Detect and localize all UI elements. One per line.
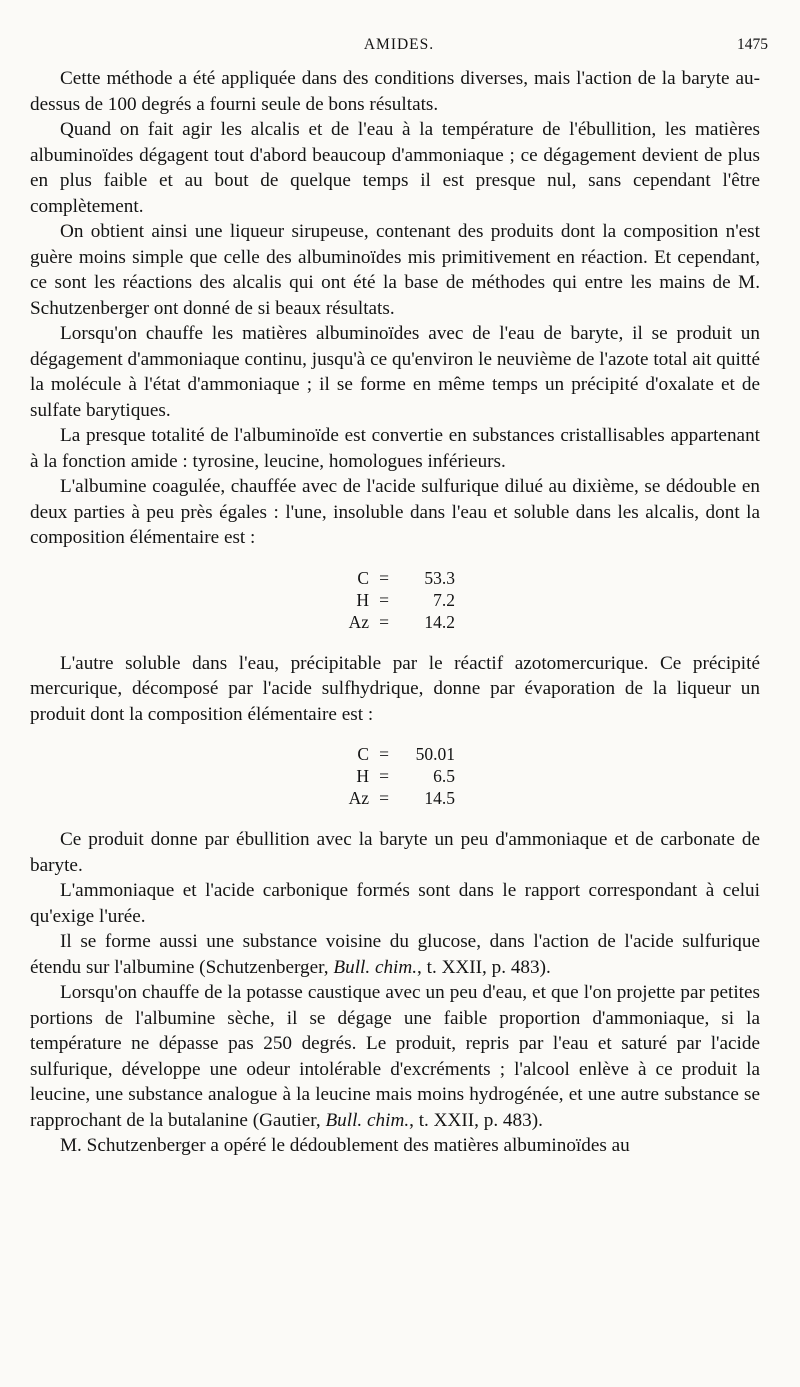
equals-sign: = [379,611,389,632]
element-value: 14.2 [424,611,455,632]
element-value: 53.3 [424,567,455,588]
element-symbol: Az [348,788,369,808]
equals-sign: = [379,567,389,588]
element-symbol: H [356,589,369,610]
element-value: 50.01 [415,744,455,764]
journal-citation: Bull. chim. [325,1109,410,1131]
paragraph: La presque totalité de l'albuminoïde est convertie en substances cristallisables appartenant à la fonction amide : tyrosine, leucine, homologues inférieurs. [30,425,760,472]
formula-row [335,743,455,765]
equals-sign: = [379,788,389,808]
element-symbol: C [357,744,369,764]
paragraph: On obtient ainsi une liqueur sirupeuse, contenant des produits dont la composition n'est guère moins simple que celle des albuminoïdes mis primitivement en réaction. Et cependant, ce sont les réactions des alcalis qui ont été la base de méthodes qui entre les mains de M. Schutzenberger ont donné de si beaux résultats. [30,221,760,319]
composition-formula-1 [30,567,760,633]
text-run: , t. XXII, p. 483). [409,1109,543,1131]
equals-sign: = [379,589,389,610]
paragraph: Lorsqu'on chauffe les matières albuminoïdes avec de l'eau de baryte, il se produit un dégagement d'ammoniaque continu, jusqu'à ce qu'environ le neuvième de l'azote total ait quitté la molécule à l'état d'ammoniaque ; il se forme en même temps un précipité d'oxalate et de sulfate barytiques. [30,323,760,421]
composition-formula-2 [30,743,760,809]
paragraph-citation [30,929,760,980]
element-symbol: C [357,567,369,588]
page-number: 1475 [737,36,768,53]
body-text [30,66,760,1159]
text-run: Lorsqu'on chauffe de la potasse caustique avec un peu d'eau, et que l'on projette par petites portions de l'albumine sèche, il se dégage une faible proportion d'ammoniaque, si la température ne dépasse pas 250 degrés. Le produit, repris par l'eau et saturé par l'acide sulfurique, développe une odeur intolérable d'excréments ; l'alcool enlève à ce produit la leucine, une substance analogue à la leucine mais moins hydrogénée, et une autre substance se rapprochant de la butalanine (Gautier, [30,982,760,1131]
running-head [30,32,768,56]
text-run: , t. XXII, p. 483). [417,956,551,978]
element-value: 14.5 [424,788,455,808]
paragraph-citation [30,980,760,1133]
formula-row [335,787,455,809]
formula-row [335,567,455,589]
formula-row [335,589,455,611]
element-symbol: H [356,766,369,786]
text-run: Il se forme aussi une substance voisine du glucose, dans l'action de l'acide sulfurique étendu sur l'albumine (Schutzenberger, [30,931,760,978]
paragraph: M. Schutzenberger a opéré le dédoublement des matières albuminoïdes au [60,1135,630,1156]
element-value: 6.5 [433,766,455,786]
paragraph: L'autre soluble dans l'eau, précipitable par le réactif azotomercurique. Ce précipité mercurique, décomposé par l'acide sulfhydrique, donne par évaporation de la liqueur un produit dont la composition élémentaire est : [30,652,760,725]
paragraph: Quand on fait agir les alcalis et de l'eau à la température de l'ébullition, les matières albuminoïdes dégagent tout d'abord beaucoup d'ammoniaque ; ce dégagement devient de plus en plus faible et au bout de quelque temps il est presque nul, sans cependant l'être complètement. [30,119,760,217]
running-title: AMIDES. [363,36,435,53]
equals-sign: = [379,744,389,764]
paragraph: Ce produit donne par ébullition avec la baryte un peu d'ammoniaque et de carbonate de baryte. [30,829,760,876]
paragraph: L'ammoniaque et l'acide carbonique formés sont dans le rapport correspondant à celui qu'exige l'urée. [30,880,760,927]
journal-citation: Bull. chim. [333,956,418,978]
paragraph: Cette méthode a été appliquée dans des conditions diverses, mais l'action de la baryte au-dessus de 100 degrés a fourni seule de bons résultats. [30,68,760,115]
element-value: 7.2 [433,589,455,610]
element-symbol: Az [348,611,369,632]
paragraph: L'albumine coagulée, chauffée avec de l'acide sulfurique dilué au dixième, se dédouble en deux parties à peu près égales : l'une, insoluble dans l'eau et soluble dans les alcalis, dont la composition élémentaire est : [30,476,760,548]
formula-row [335,765,455,787]
formula-row [335,611,455,633]
equals-sign: = [379,766,389,786]
